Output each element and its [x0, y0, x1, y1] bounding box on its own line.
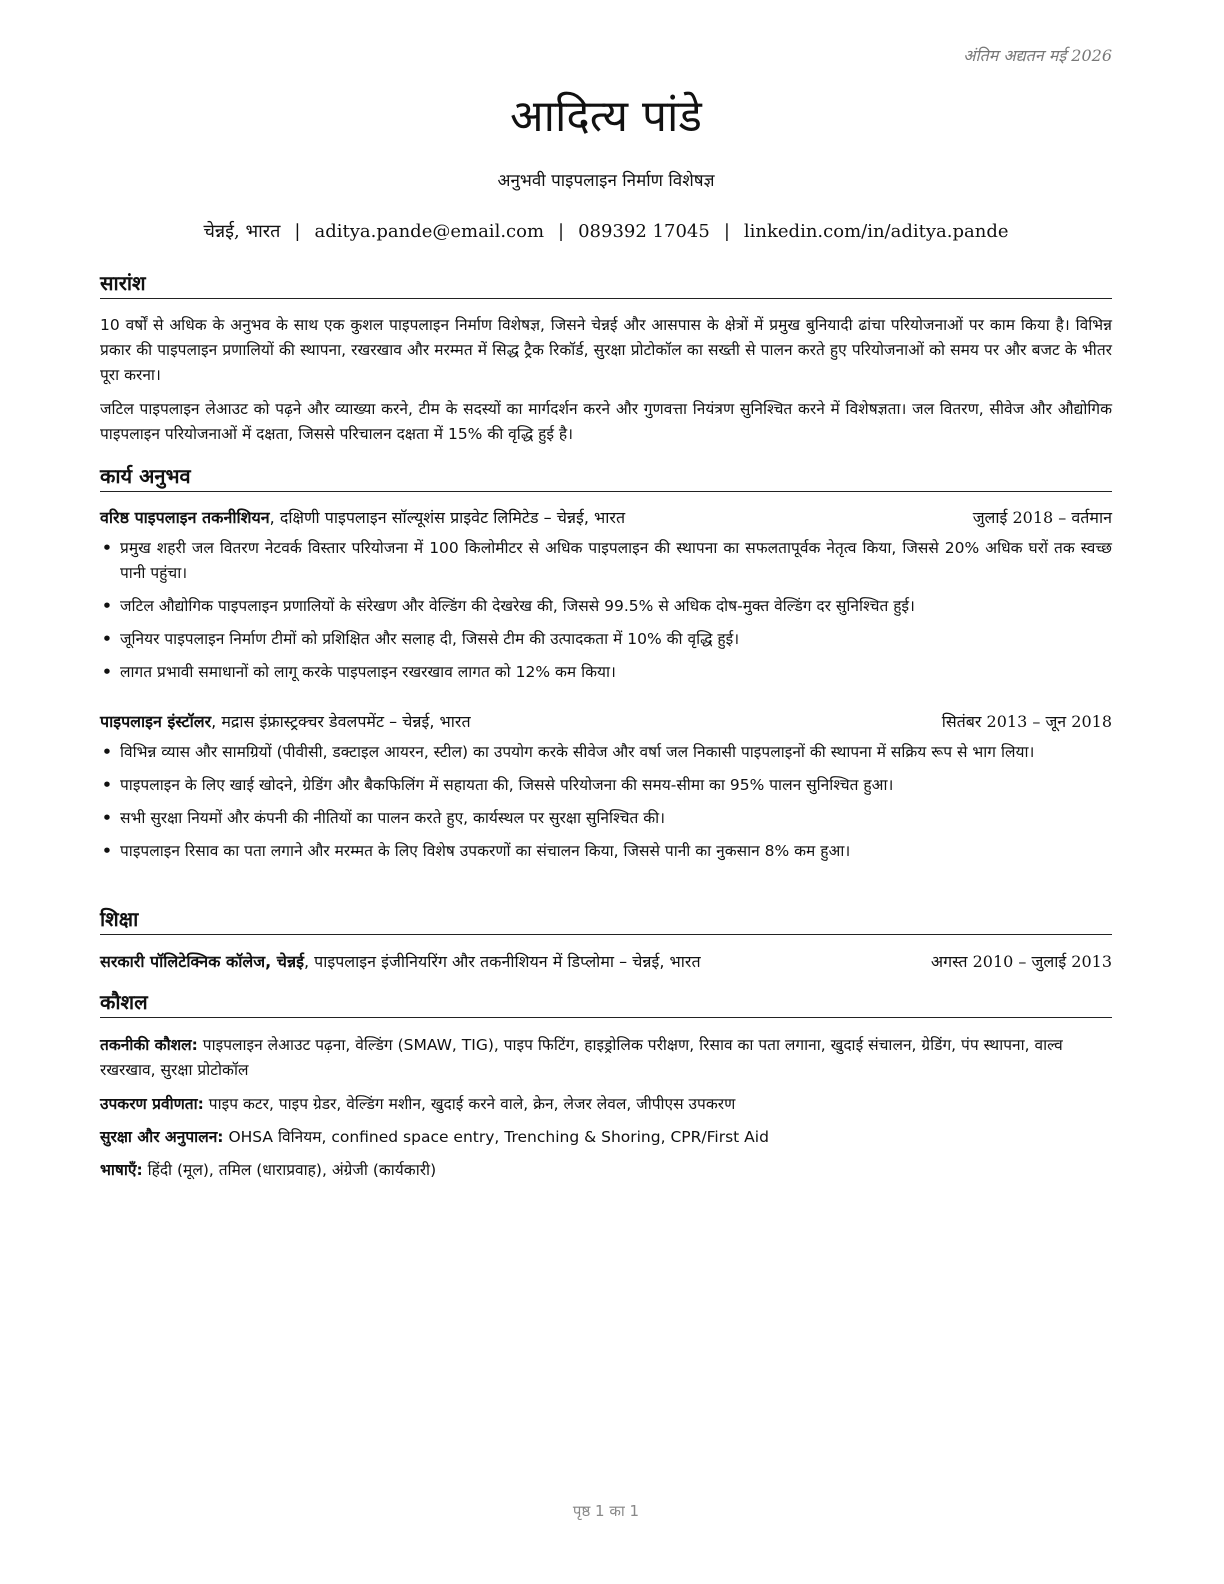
contact-separator: | [723, 221, 730, 242]
contact-phone: 089392 17045 [578, 221, 710, 242]
section-title-skills: कौशल [100, 989, 1112, 1018]
skill-value: पाइपलाइन लेआउट पढ़ना, वेल्डिंग (SMAW, TIG), पाइप फिटिंग, हाइड्रोलिक परीक्षण, रिसाव का पता लगाना, खुदाई संचालन, ग्रेडिंग, पंप स्थापना, वाल्व रखरखाव, सुरक्षा प्रोटोकॉल [100, 1036, 1063, 1079]
headline: अनुभवी पाइपलाइन निर्माण विशेषज्ञ [497, 171, 715, 191]
skill-label: तकनीकी कौशल: [100, 1036, 198, 1054]
section-title-summary: सारांश [100, 270, 1112, 299]
skill-line [100, 1092, 1112, 1117]
education-entry [100, 950, 1112, 974]
skill-line [100, 1158, 1112, 1183]
page-number: पृष्ठ 1 का 1 [572, 1502, 640, 1520]
contact-email[interactable]: aditya.pande@email.com [314, 221, 545, 242]
list-item: • प्रमुख शहरी जल वितरण नेटवर्क विस्तार परियोजना में 100 किलोमीटर से अधिक पाइपलाइन की स्थापना का सफलतापूर्वक नेतृत्व किया, जिससे 20% अधिक घरों तक स्वच्छ पानी पहुंचा। [100, 536, 1112, 586]
contact-separator: | [558, 221, 565, 242]
contact-separator: | [294, 221, 301, 242]
list-item: • जूनियर पाइपलाइन निर्माण टीमों को प्रशिक्षित और सलाह दी, जिससे टीम की उत्पादकता में 10% की वृद्धि हुई। [100, 627, 1112, 652]
skill-label: सुरक्षा और अनुपालन: [100, 1128, 224, 1146]
section-title-experience: कार्य अनुभव [100, 463, 1112, 492]
skill-line [100, 1125, 1112, 1150]
job-dates: सितंबर 2013 – जून 2018 [941, 712, 1112, 731]
skill-value: OHSA विनियम, confined space entry, Trenching & Shoring, CPR/First Aid [223, 1128, 769, 1146]
job-bullets [100, 536, 1112, 693]
contact-line [100, 219, 1112, 243]
education-dates: अगस्त 2010 – जुलाई 2013 [930, 952, 1112, 971]
section-title-education: शिक्षा [100, 906, 1112, 935]
job-bullets [100, 740, 1112, 872]
summary-paragraph: जटिल पाइपलाइन लेआउट को पढ़ने और व्याख्या करने, टीम के सदस्यों का मार्गदर्शन करने और गुणवत्ता नियंत्रण सुनिश्चित करने में विशेषज्ञता। जल वितरण, सीवेज और औद्योगिक पाइपलाइन परियोजनाओं में दक्षता, जिससे परिचालन दक्षता में 15% की वृद्धि हुई है। [100, 400, 1112, 443]
contact-location: चेन्नई, भारत [203, 221, 281, 242]
list-item: • जटिल औद्योगिक पाइपलाइन प्रणालियों के संरेखण और वेल्डिंग की देखरेख की, जिससे 99.5% से अधिक दोष-मुक्त वेल्डिंग दर सुनिश्चित हुई। [100, 594, 1112, 619]
skill-value: पाइप कटर, पाइप ग्रेडर, वेल्डिंग मशीन, खुदाई करने वाले, क्रेन, लेजर लेवल, जीपीएस उपकरण [203, 1095, 736, 1113]
skill-label: भाषाएँ: [100, 1161, 143, 1179]
skill-line [100, 1033, 1112, 1083]
last-updated: अंतिम अद्यतन मई 2026 [963, 46, 1112, 65]
job-header [100, 506, 1112, 530]
education-detail: , पाइपलाइन इंजीनियरिंग और तकनीशियन में डिप्लोमा – चेन्नई, भारत [303, 952, 701, 971]
job-org: , मद्रास इंफ्रास्ट्रक्चर डेवलपमेंट – चेन्नई, भारत [211, 712, 471, 731]
education-school: सरकारी पॉलिटेक्निक कॉलेज, चेन्नई [100, 952, 304, 971]
job-header [100, 710, 1112, 734]
job-dates: जुलाई 2018 – वर्तमान [972, 508, 1112, 527]
job-role: पाइपलाइन इंस्टॉलर [100, 712, 212, 731]
skill-label: उपकरण प्रवीणता: [100, 1095, 204, 1113]
skill-value: हिंदी (मूल), तमिल (धाराप्रवाह), अंग्रेजी (कार्यकारी) [142, 1161, 437, 1179]
job-role: वरिष्ठ पाइपलाइन तकनीशियन [100, 508, 270, 527]
list-item: • पाइपलाइन रिसाव का पता लगाने और मरम्मत के लिए विशेष उपकरणों का संचालन किया, जिससे पानी का नुकसान 8% कम हुआ। [100, 839, 1112, 864]
list-item: • विभिन्न व्यास और सामग्रियों (पीवीसी, डक्टाइल आयरन, स्टील) का उपयोग करके सीवेज और वर्षा जल निकासी पाइपलाइनों की स्थापना में सक्रिय रूप से भाग लिया। [100, 740, 1112, 765]
contact-linkedin[interactable]: linkedin.com/in/aditya.pande [743, 221, 1009, 242]
job-org: , दक्षिणी पाइपलाइन सॉल्यूशंस प्राइवेट लिमिटेड – चेन्नई, भारत [269, 508, 626, 527]
resume-page [100, 0, 1112, 1584]
list-item: • सभी सुरक्षा नियमों और कंपनी की नीतियों का पालन करते हुए, कार्यस्थल पर सुरक्षा सुनिश्चित की। [100, 806, 1112, 831]
candidate-name: आदित्य पांडे [510, 91, 702, 142]
summary-paragraph: 10 वर्षों से अधिक के अनुभव के साथ एक कुशल पाइपलाइन निर्माण विशेषज्ञ, जिसने चेन्नई और आसपास के क्षेत्रों में प्रमुख बुनियादी ढांचा परियोजनाओं पर काम किया है। विभिन्न प्रकार की पाइपलाइन प्रणालियों की स्थापना, रखरखाव और मरम्मत में सिद्ध ट्रैक रिकॉर्ड, सुरक्षा प्रोटोकॉल का सख्ती से पालन करते हुए परियोजनाओं को समय पर और बजट के भीतर पूरा करना। [100, 316, 1112, 384]
list-item: • पाइपलाइन के लिए खाई खोदने, ग्रेडिंग और बैकफिलिंग में सहायता की, जिससे परियोजना की समय-सीमा का 95% पालन सुनिश्चित हुआ। [100, 773, 1112, 798]
list-item: • लागत प्रभावी समाधानों को लागू करके पाइपलाइन रखरखाव लागत को 12% कम किया। [100, 660, 1112, 685]
